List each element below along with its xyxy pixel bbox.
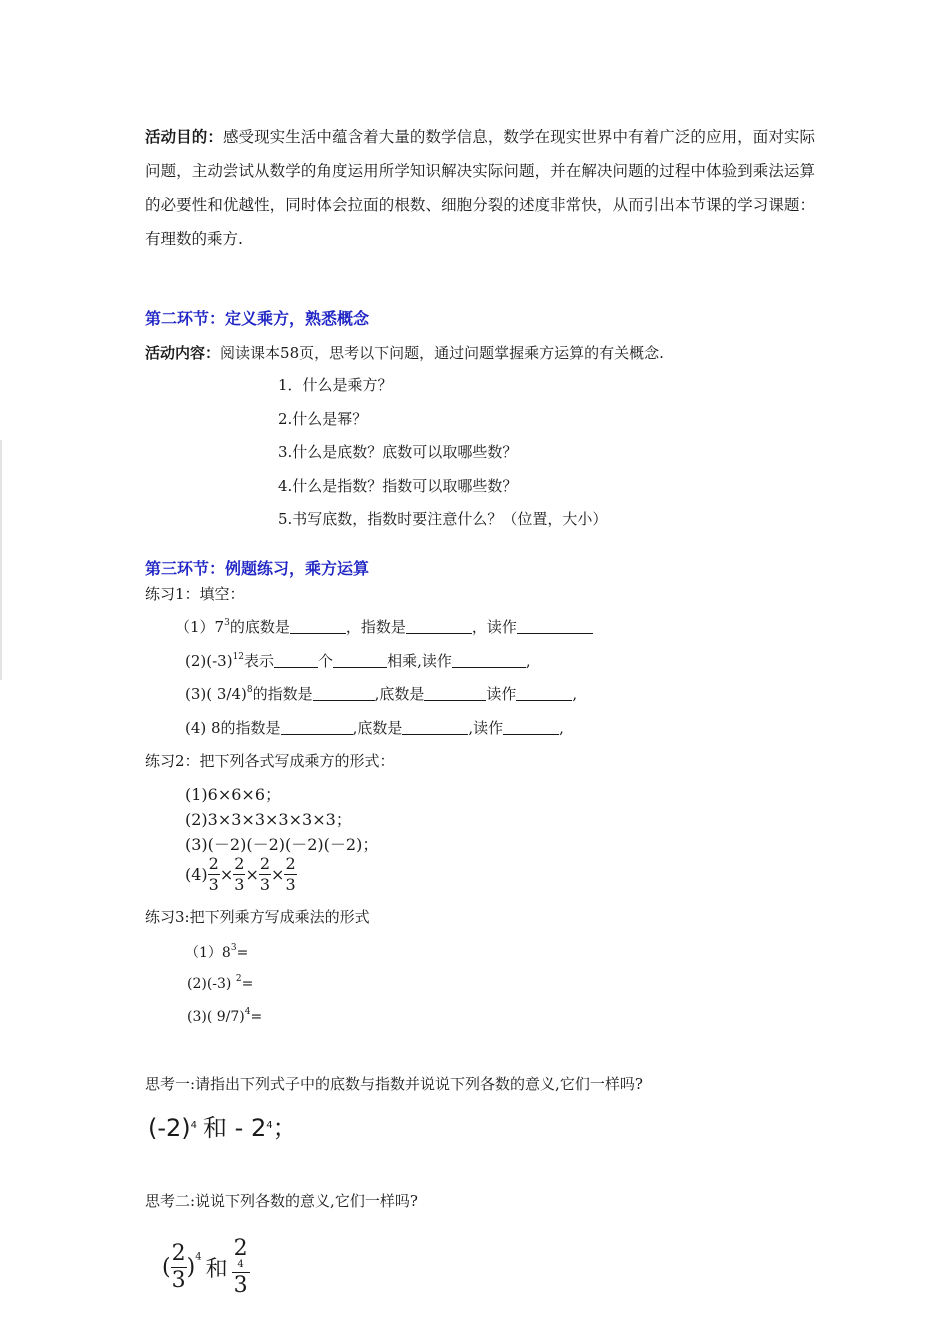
exercise2-title: 练习2：把下列各式写成乘方的形式： xyxy=(145,752,395,770)
exercise2-item2: (2)3×3×3×3×3×3； xyxy=(185,810,352,829)
ex1-l1-base: （1）7 xyxy=(175,618,225,636)
blank-field[interactable] xyxy=(333,653,387,668)
ex3-l1-base: （1）8 xyxy=(185,945,231,961)
ex1-l3-text-b: ,底数是 xyxy=(374,685,425,703)
ex1-l3-text-a: 的指数是 xyxy=(252,685,313,703)
fraction-denominator: 3 xyxy=(233,1273,248,1298)
fraction-denominator: 3 xyxy=(208,875,219,894)
numerator-base: 2 xyxy=(233,1236,248,1261)
fraction-numerator: 2 xyxy=(285,854,296,873)
content-label: 活动内容 xyxy=(145,344,206,362)
ex1-l4-text-d: , xyxy=(559,719,564,737)
question-4: 4.什么是指数？指数可以取哪些数？ xyxy=(278,477,518,495)
ex1-l4-text-b: ,底数是 xyxy=(352,719,403,737)
think1-question: 思考一:请指出下列式子中的底数与指数并说说下列各数的意义,它们一样吗? xyxy=(145,1075,643,1093)
ex1-l1-exponent: 3 xyxy=(224,618,230,628)
left-paren: ( xyxy=(162,1255,171,1280)
blank-field[interactable] xyxy=(503,720,559,735)
ex3-l2-equals: = xyxy=(241,976,254,992)
fraction xyxy=(233,856,245,893)
section2-heading: 第二环节：定义乘方，熟悉概念 xyxy=(145,309,370,328)
blank-field[interactable] xyxy=(516,686,572,701)
fraction xyxy=(171,1243,187,1292)
ex3-l2-exponent: 2 xyxy=(235,974,242,984)
ex3-l3-equals: = xyxy=(250,1009,263,1025)
section3-heading: 第三环节：例题练习，乘方运算 xyxy=(145,559,370,578)
expr-middle: 和 - 2 xyxy=(203,1114,267,1142)
ex1-l3-base: (3)( 3/4) xyxy=(185,685,247,703)
expr-exponent: 4 xyxy=(190,1120,198,1131)
think1-expression xyxy=(148,1108,297,1143)
expr-base: (-2) xyxy=(148,1114,191,1142)
purpose-text: 感受现实生活中蕴含着大量的数学信息，数学在现实世界中有着广泛的应用，面对实际问题，主动尝试从数学的角度运用所学知识解决实际问题，并在解决问题的过程中体验到乘法运算的必要性和优越性，同时体会拉面的根数、细胞分裂的述度非常快，从而引出本节课的学习课题：有理数的乘方. xyxy=(145,128,815,248)
times-sign: × xyxy=(271,865,285,884)
times-sign: × xyxy=(219,865,234,884)
ex1-l1-text-b: ，指数是 xyxy=(345,618,406,636)
question-3: 3.什么是底数？底数可以取哪些数？ xyxy=(278,443,518,461)
blank-field[interactable] xyxy=(406,619,472,634)
numerator-exponent: 4 xyxy=(237,1259,244,1270)
exercise1-line1 xyxy=(175,616,593,637)
blank-field[interactable] xyxy=(281,720,353,735)
think2-question: 思考二:说说下列各数的意义,它们一样吗? xyxy=(145,1192,418,1210)
blank-field[interactable] xyxy=(290,619,346,634)
expr-end: ； xyxy=(272,1114,297,1142)
blank-field[interactable] xyxy=(424,686,486,701)
ex1-l2-text-c: 相乘,读作 xyxy=(387,652,452,670)
ex3-l1-equals: = xyxy=(236,945,249,961)
exercise2-item1: (1)6×6×6； xyxy=(185,785,282,804)
expr-exponent: 4 xyxy=(266,1120,273,1131)
ex3-l1-exponent: 3 xyxy=(230,943,237,953)
fraction xyxy=(208,856,220,893)
exercise3-line1 xyxy=(185,942,248,962)
purpose-label: 活动目的 xyxy=(145,128,208,146)
ex1-l2-base: (2)(-3) xyxy=(185,652,233,670)
page-edge-mark xyxy=(0,440,2,680)
times-sign: × xyxy=(245,865,259,884)
fraction-denominator: 3 xyxy=(259,875,271,894)
blank-field[interactable] xyxy=(517,619,593,634)
ex3-l3-base: (3)( 9/7) xyxy=(187,1009,245,1025)
ex1-l1-text-a: 的底数是 xyxy=(229,618,290,636)
content-colon: ： xyxy=(205,344,221,362)
ex1-l2-exponent: 12 xyxy=(232,652,245,662)
exercise1-line3 xyxy=(185,683,577,704)
exercise1-title: 练习1：填空： xyxy=(145,585,245,603)
ex1-l3-exponent: 8 xyxy=(246,685,253,695)
question-1: 1．什么是乘方？ xyxy=(278,376,393,394)
right-paren: ) xyxy=(186,1255,196,1280)
fraction xyxy=(284,856,296,893)
ex1-l2-text-d: , xyxy=(525,652,531,670)
think2-expression xyxy=(162,1238,250,1297)
content-text: 阅读课本58页，思考以下问题，通过问题掌握乘方运算的有关概念. xyxy=(220,344,664,362)
and-word: 和 xyxy=(205,1257,228,1282)
ex1-l4-text-a: (4) 8的指数是 xyxy=(185,719,281,737)
ex3-l3-exponent: 4 xyxy=(244,1007,251,1017)
exercise2-item4 xyxy=(185,856,297,893)
ex1-l3-text-c: 读作 xyxy=(486,685,517,703)
fraction-denominator: 3 xyxy=(171,1268,186,1293)
exercise2-item3: (3)(－2)(－2)(－2)(－2)； xyxy=(185,835,379,854)
exercise3-line2 xyxy=(187,974,253,992)
fraction-numerator: 2 xyxy=(208,854,219,873)
ex1-l4-text-c: ,读作 xyxy=(468,719,504,737)
exercise1-line2 xyxy=(185,650,531,671)
fraction-denominator: 3 xyxy=(234,875,245,894)
fraction-numerator: 2 xyxy=(259,854,271,873)
exercise3-line3 xyxy=(187,1007,262,1025)
purpose-paragraph xyxy=(145,120,815,256)
fraction-numerator: 2 xyxy=(171,1241,186,1266)
blank-field[interactable] xyxy=(274,653,318,668)
fraction xyxy=(232,1238,250,1297)
question-5: 5.书写底数，指数时要注意什么？（位置，大小） xyxy=(278,510,608,528)
ex2-item4-prefix: (4) xyxy=(185,865,208,884)
blank-field[interactable] xyxy=(452,653,526,668)
exercise3-title: 练习3:把下列乘方写成乘法的形式 xyxy=(145,908,370,926)
exercise1-line4 xyxy=(185,717,564,738)
ex1-l2-text-b: 个 xyxy=(318,652,334,670)
fraction-numerator xyxy=(232,1238,250,1273)
blank-field[interactable] xyxy=(313,686,375,701)
ex3-l2-base: (2)(-3) xyxy=(187,976,232,992)
fraction-numerator: 2 xyxy=(234,854,245,873)
purpose-colon: ： xyxy=(207,128,223,146)
fraction-denominator: 3 xyxy=(285,875,296,894)
ex1-l1-text-c: ，读作 xyxy=(471,618,517,636)
question-2: 2.什么是幂？ xyxy=(278,410,368,428)
blank-field[interactable] xyxy=(402,720,468,735)
expr-exponent: 4 xyxy=(195,1251,202,1263)
section2-content xyxy=(145,342,664,363)
ex1-l3-text-d: , xyxy=(572,685,578,703)
fraction xyxy=(259,856,271,893)
ex1-l2-text-a: 表示 xyxy=(244,652,275,670)
